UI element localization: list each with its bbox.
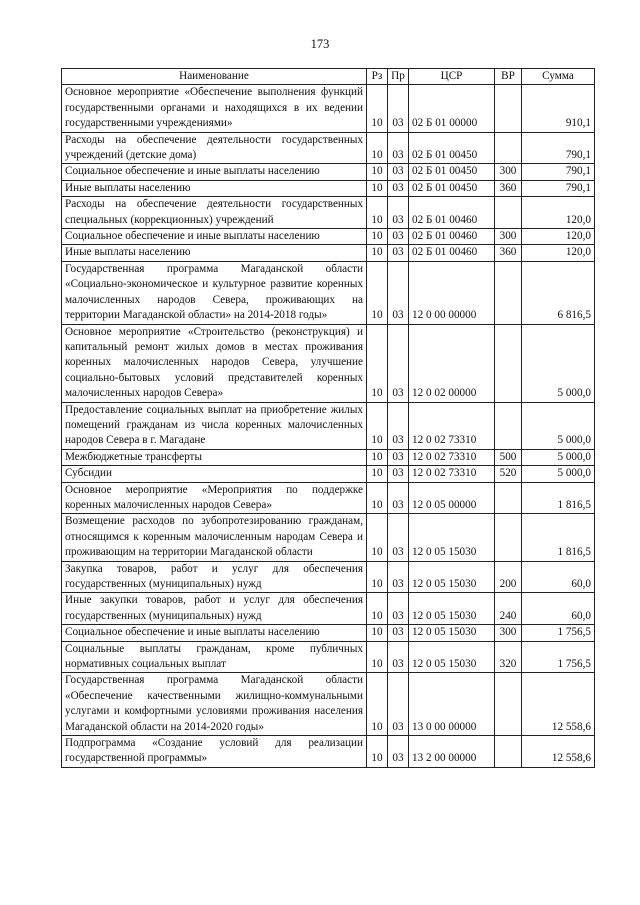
row-csr: 13 0 00 00000 xyxy=(409,673,495,736)
row-vr xyxy=(495,402,522,449)
row-vr xyxy=(495,736,522,768)
table-row xyxy=(62,245,595,261)
table-row xyxy=(62,85,595,132)
row-vr xyxy=(495,673,522,736)
row-csr: 02 Б 01 00450 xyxy=(409,132,495,164)
row-sum: 5 000,0 xyxy=(522,466,595,482)
table-row xyxy=(62,466,595,482)
row-sum: 1 816,5 xyxy=(522,514,595,561)
row-sum: 120,0 xyxy=(522,229,595,245)
row-pr: 03 xyxy=(388,641,409,673)
row-sum: 6 816,5 xyxy=(522,261,595,324)
row-rz: 10 xyxy=(367,466,388,482)
row-name: Расходы на обеспечение деятельности государственных специальных (коррекционных) учреждений xyxy=(62,197,367,229)
row-rz: 10 xyxy=(367,482,388,514)
row-vr: 200 xyxy=(495,561,522,593)
row-pr: 03 xyxy=(388,132,409,164)
row-pr: 03 xyxy=(388,449,409,465)
row-vr: 320 xyxy=(495,641,522,673)
row-csr: 12 0 05 15030 xyxy=(409,593,495,625)
row-name: Основное мероприятие «Строительство (реконструкция) и капитальный ремонт жилых домов в местах проживания коренных малочисленных народов Севера, улучшение социально-бытовых условий представителей коренных малочисленных народов Севера» xyxy=(62,324,367,402)
row-pr: 03 xyxy=(388,180,409,196)
row-csr: 12 0 02 00000 xyxy=(409,324,495,402)
row-vr: 240 xyxy=(495,593,522,625)
row-name: Основное мероприятие «Мероприятия по поддержке коренных малочисленных народов Севера» xyxy=(62,482,367,514)
row-pr: 03 xyxy=(388,324,409,402)
row-name: Предоставление социальных выплат на приобретение жилых помещений гражданам из числа коренных малочисленных народов Севера в г. Магадане xyxy=(62,402,367,449)
row-sum: 790,1 xyxy=(522,132,595,164)
row-pr: 03 xyxy=(388,673,409,736)
row-pr: 03 xyxy=(388,197,409,229)
table-row xyxy=(62,164,595,180)
row-vr xyxy=(495,197,522,229)
row-pr: 03 xyxy=(388,164,409,180)
page-number: 173 xyxy=(310,37,330,51)
row-vr: 360 xyxy=(495,245,522,261)
row-pr: 03 xyxy=(388,402,409,449)
header-name: Наименование xyxy=(62,69,367,85)
row-rz: 10 xyxy=(367,449,388,465)
header-vr: ВР xyxy=(495,69,522,85)
table-row xyxy=(62,449,595,465)
row-sum: 1 756,5 xyxy=(522,641,595,673)
row-rz: 10 xyxy=(367,593,388,625)
row-csr: 13 2 00 00000 xyxy=(409,736,495,768)
row-pr: 03 xyxy=(388,85,409,132)
row-name: Государственная программа Магаданской области «Обеспечение качественными жилищно-коммунальными услугами и комфортными условиями проживания населения Магаданской области на 2014-2020 годы» xyxy=(62,673,367,736)
row-pr: 03 xyxy=(388,514,409,561)
table-row xyxy=(62,180,595,196)
row-vr xyxy=(495,132,522,164)
row-pr: 03 xyxy=(388,229,409,245)
row-pr: 03 xyxy=(388,561,409,593)
row-name: Государственная программа Магаданской области «Социально-экономическое и культурное развитие коренных малочисленных народов Севера, проживающих на территории Магаданской области» на 2014-2018 годы» xyxy=(62,261,367,324)
row-csr: 12 0 02 73310 xyxy=(409,449,495,465)
row-rz: 10 xyxy=(367,132,388,164)
row-sum: 1 816,5 xyxy=(522,482,595,514)
row-sum: 790,1 xyxy=(522,164,595,180)
table-row xyxy=(62,324,595,402)
row-rz: 10 xyxy=(367,197,388,229)
row-sum: 5 000,0 xyxy=(522,402,595,449)
row-csr: 12 0 05 15030 xyxy=(409,561,495,593)
row-rz: 10 xyxy=(367,673,388,736)
row-sum: 1 756,5 xyxy=(522,625,595,641)
row-rz: 10 xyxy=(367,514,388,561)
row-vr: 300 xyxy=(495,164,522,180)
row-csr: 12 0 05 15030 xyxy=(409,514,495,561)
row-name: Межбюджетные трансферты xyxy=(62,449,367,465)
row-sum: 120,0 xyxy=(522,245,595,261)
row-csr: 02 Б 01 00460 xyxy=(409,245,495,261)
header-row xyxy=(62,69,595,85)
table-row xyxy=(62,561,595,593)
row-csr: 12 0 00 00000 xyxy=(409,261,495,324)
row-name: Основное мероприятие «Обеспечение выполнения функций государственными органами и находящихся в их ведении государственными учреждениями» xyxy=(62,85,367,132)
row-rz: 10 xyxy=(367,164,388,180)
row-name: Социальные выплаты гражданам, кроме публичных нормативных социальных выплат xyxy=(62,641,367,673)
header-sum: Сумма xyxy=(522,69,595,85)
row-name: Субсидии xyxy=(62,466,367,482)
row-name: Социальное обеспечение и иные выплаты населению xyxy=(62,625,367,641)
row-pr: 03 xyxy=(388,593,409,625)
row-rz: 10 xyxy=(367,324,388,402)
row-name: Социальное обеспечение и иные выплаты населению xyxy=(62,229,367,245)
row-name: Иные выплаты населению xyxy=(62,180,367,196)
table-row xyxy=(62,197,595,229)
row-csr: 12 0 02 73310 xyxy=(409,402,495,449)
row-csr: 12 0 02 73310 xyxy=(409,466,495,482)
table-row xyxy=(62,514,595,561)
row-sum: 790,1 xyxy=(522,180,595,196)
row-vr: 360 xyxy=(495,180,522,196)
row-sum: 12 558,6 xyxy=(522,736,595,768)
table-body xyxy=(62,85,595,767)
row-pr: 03 xyxy=(388,261,409,324)
row-rz: 10 xyxy=(367,261,388,324)
row-pr: 03 xyxy=(388,245,409,261)
row-vr xyxy=(495,85,522,132)
row-pr: 03 xyxy=(388,625,409,641)
row-rz: 10 xyxy=(367,85,388,132)
row-name: Подпрограмма «Создание условий для реализации государственной программы» xyxy=(62,736,367,768)
table-row xyxy=(62,641,595,673)
table-row xyxy=(62,593,595,625)
row-pr: 03 xyxy=(388,466,409,482)
table-row xyxy=(62,132,595,164)
row-vr: 300 xyxy=(495,229,522,245)
row-csr: 12 0 05 00000 xyxy=(409,482,495,514)
row-name: Социальное обеспечение и иные выплаты населению xyxy=(62,164,367,180)
row-vr: 500 xyxy=(495,449,522,465)
table-row xyxy=(62,229,595,245)
row-rz: 10 xyxy=(367,229,388,245)
row-pr: 03 xyxy=(388,482,409,514)
row-name: Возмещение расходов по зубопротезированию гражданам, относящимся к коренным малочисленным народам Севера и проживающим на территории Магаданской области xyxy=(62,514,367,561)
row-name: Закупка товаров, работ и услуг для обеспечения государственных (муниципальных) нужд xyxy=(62,561,367,593)
row-vr: 520 xyxy=(495,466,522,482)
row-rz: 10 xyxy=(367,180,388,196)
row-vr xyxy=(495,261,522,324)
row-pr: 03 xyxy=(388,736,409,768)
row-name: Расходы на обеспечение деятельности государственных учреждений (детские дома) xyxy=(62,132,367,164)
row-sum: 910,1 xyxy=(522,85,595,132)
row-sum: 120,0 xyxy=(522,197,595,229)
row-csr: 02 Б 01 00450 xyxy=(409,180,495,196)
row-rz: 10 xyxy=(367,736,388,768)
row-vr: 300 xyxy=(495,625,522,641)
row-sum: 60,0 xyxy=(522,561,595,593)
table-row xyxy=(62,482,595,514)
row-csr: 12 0 05 15030 xyxy=(409,625,495,641)
table-row xyxy=(62,261,595,324)
row-csr: 02 Б 01 00460 xyxy=(409,229,495,245)
row-csr: 02 Б 01 00460 xyxy=(409,197,495,229)
row-name: Иные закупки товаров, работ и услуг для обеспечения государственных (муниципальных) нужд xyxy=(62,593,367,625)
row-sum: 5 000,0 xyxy=(522,449,595,465)
row-vr xyxy=(495,482,522,514)
header-csr: ЦСР xyxy=(409,69,495,85)
row-rz: 10 xyxy=(367,641,388,673)
budget-table xyxy=(61,68,595,768)
row-name: Иные выплаты населению xyxy=(62,245,367,261)
row-sum: 5 000,0 xyxy=(522,324,595,402)
header-pr: Пр xyxy=(388,69,409,85)
row-csr: 02 Б 01 00000 xyxy=(409,85,495,132)
row-rz: 10 xyxy=(367,245,388,261)
row-rz: 10 xyxy=(367,402,388,449)
row-rz: 10 xyxy=(367,561,388,593)
row-vr xyxy=(495,324,522,402)
row-sum: 12 558,6 xyxy=(522,673,595,736)
table-row xyxy=(62,673,595,736)
row-sum: 60,0 xyxy=(522,593,595,625)
table-row xyxy=(62,402,595,449)
table-row xyxy=(62,625,595,641)
table-row xyxy=(62,736,595,768)
row-rz: 10 xyxy=(367,625,388,641)
header-rz: Рз xyxy=(367,69,388,85)
row-csr: 12 0 05 15030 xyxy=(409,641,495,673)
row-vr xyxy=(495,514,522,561)
row-csr: 02 Б 01 00450 xyxy=(409,164,495,180)
